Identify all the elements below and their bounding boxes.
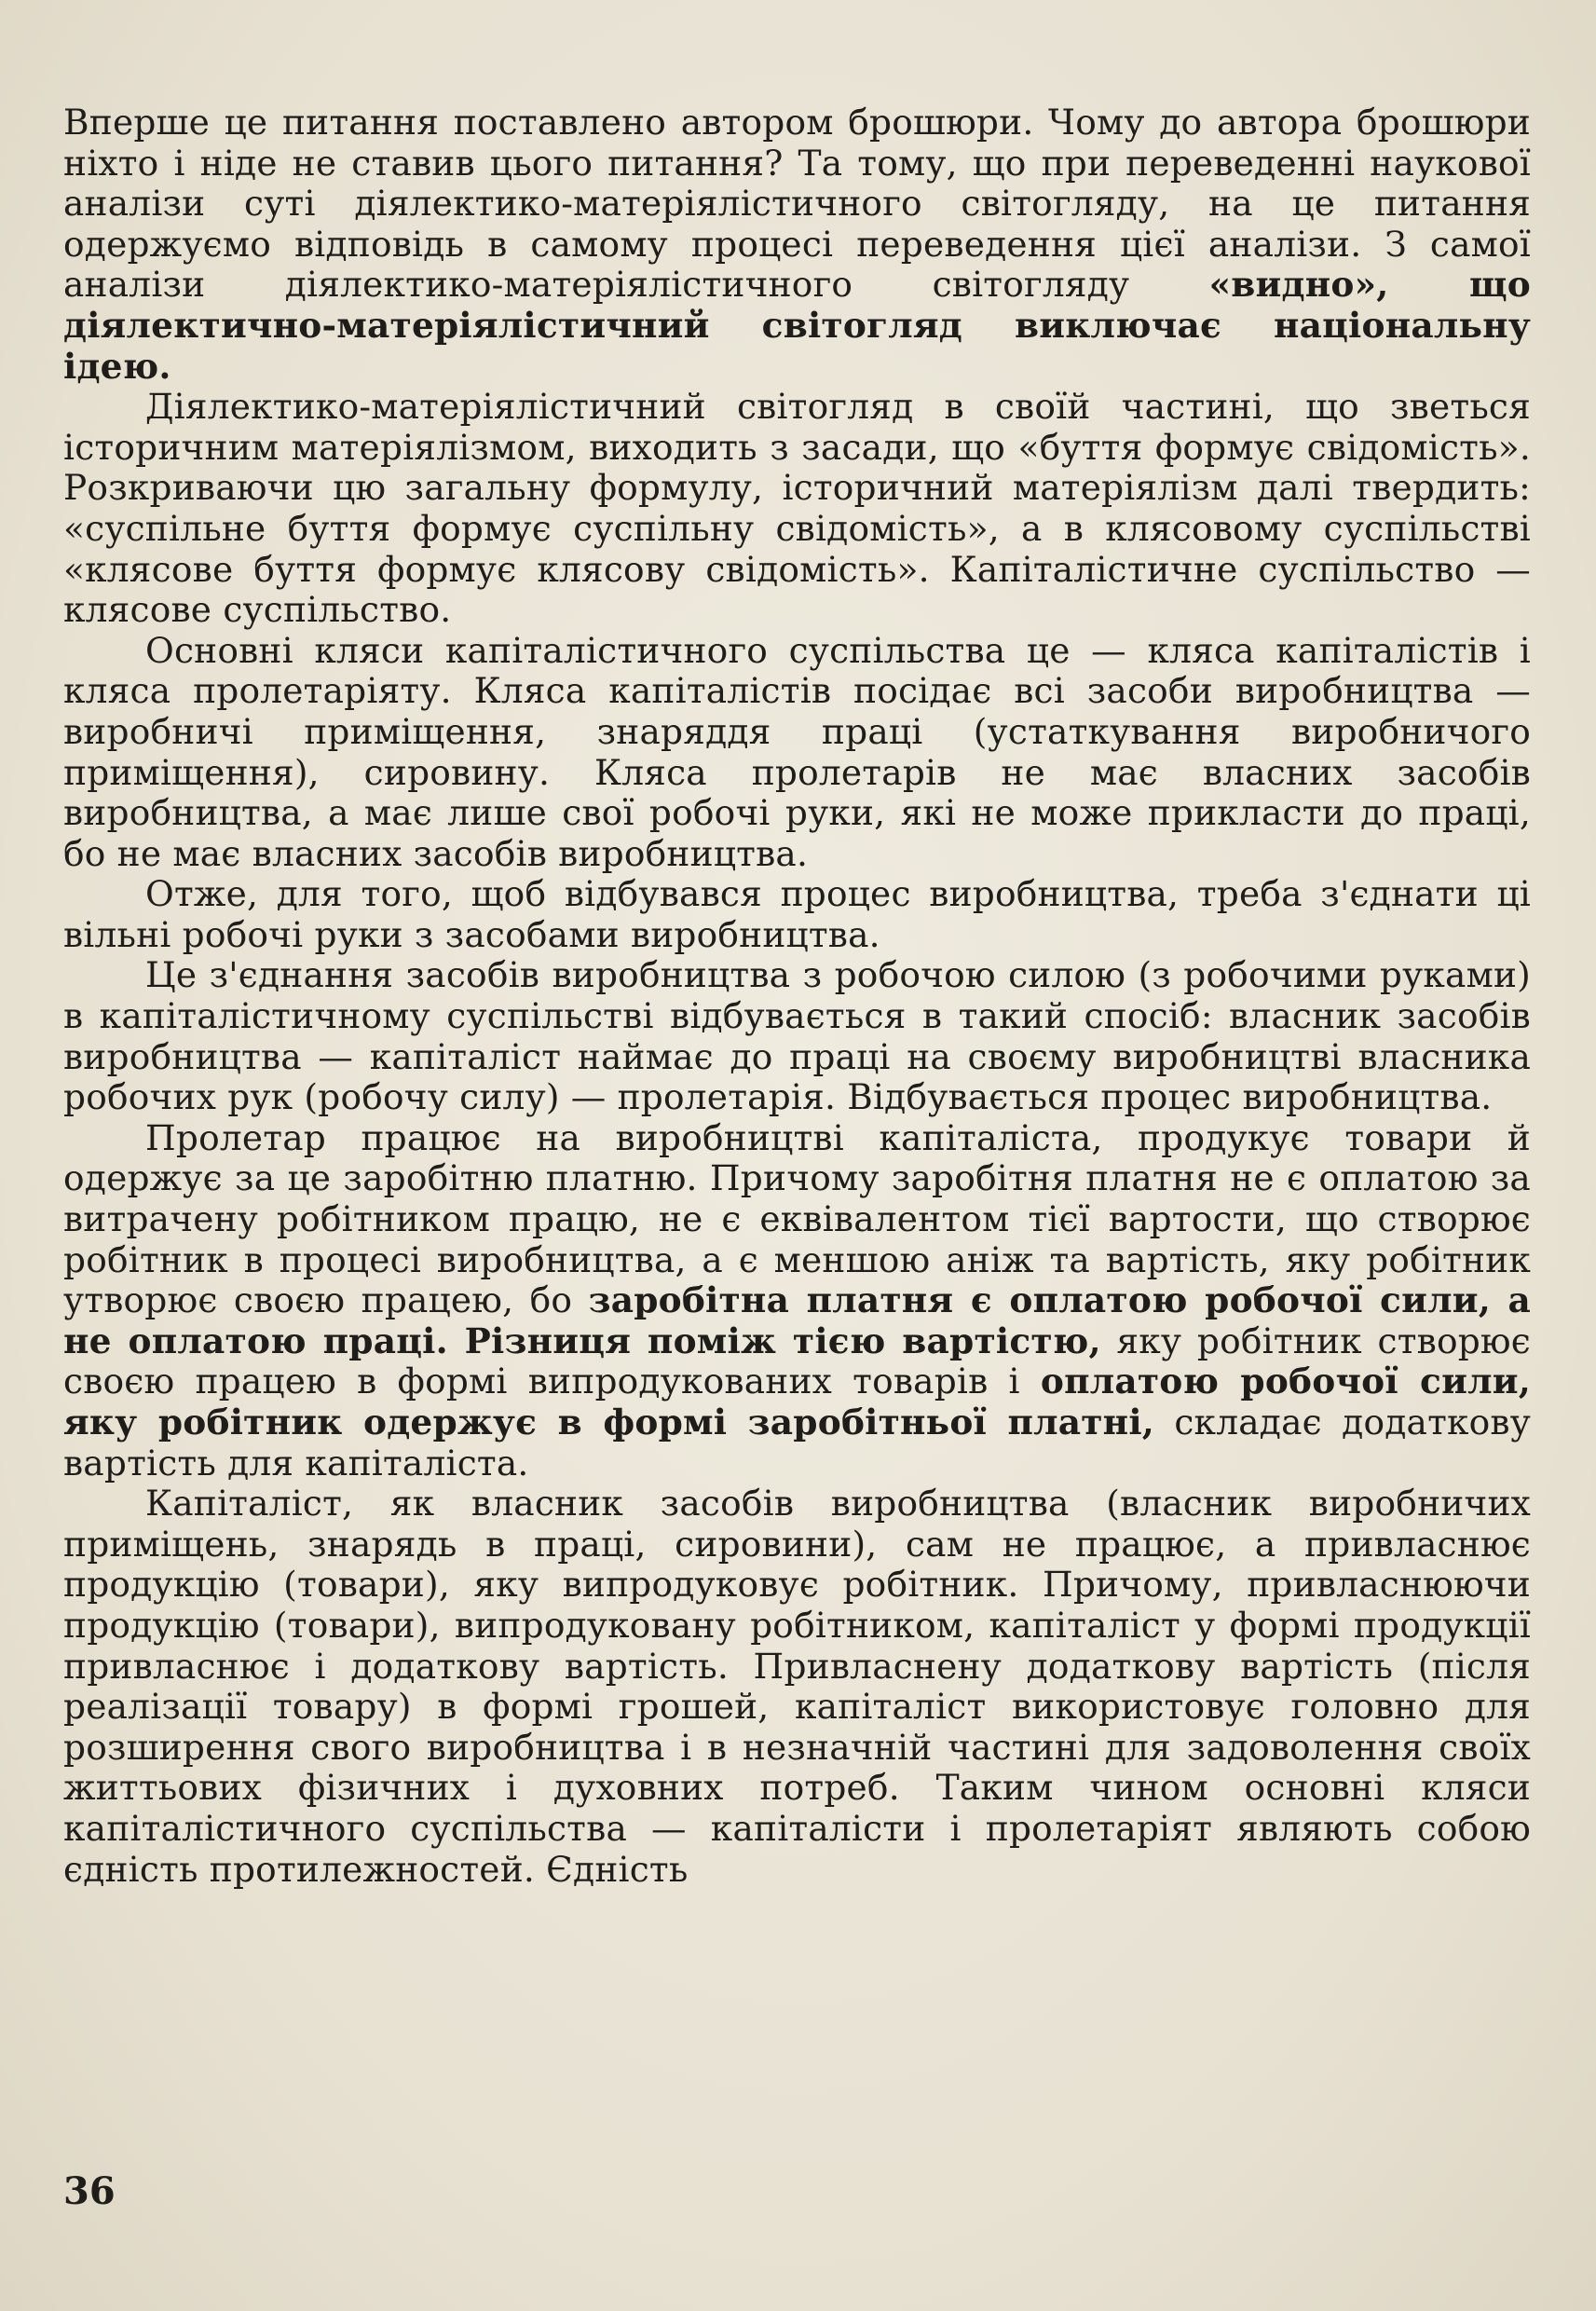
text-run: Отже, для того, щоб відбувався процес виробництва, треба з'єднати ці вільні робочі руки з засобами виробництва. [63,873,1531,955]
text-run: Це з'єднання засобів виробництва з робочою силою (з робочими руками) в капіталістичному суспільстві відбувається в такий спосіб: власник засобів виробництва — капіталіст наймає до праці на своєму виробництві власника робочих рук (робочу силу) — пролетарія. Відбувається процес виробництва. [63,954,1531,1118]
page-number: 36 [63,2169,116,2213]
paragraph [63,631,1531,875]
text-run: Основні кляси капіталістичного суспільства це — кляса капіталістів і кляса пролетаріяту. Кляса капіталістів посідає всі засоби виробництва — виробничі приміщення, знаряддя праці (устаткування виробничого приміщення), сировину. Кляса пролетарів не має власних засобів виробництва, а має лише свої робочі руки, які не може прикласти до праці, бо не має власних засобів виробництва. [63,629,1531,874]
text-run: Пролетар працює на виробництві капіталіста, продукує товари й одержує за це заробітню платню. Причому заробітня платня не є оплатою за витрачену робітником працю, не є еквівалентом тієї вартости, що створює робітник в процесі виробництва, а є меншою аніж та вартість, яку робітник утворює своєю працею, бо [63,1116,1531,1321]
text-run: складає додаткову вартість для капіталіста. [63,1402,1531,1484]
text-run: Капіталіст, як власник засобів виробництва (власник виробничих приміщень, знарядь в праці, сировини), сам не працює, а привласнює продукцію (товари), яку випродуковує робітник. Причому, привласнюючи продукцію (товари), випродуковану робітником, капіталіст у формі продукції привласнює і додаткову вартість. Привласнену додаткову вартість (після реалізації товару) в формі грошей, капіталіст використовує головно для розширення свого виробництва і в незначній частині для задоволення своїх життьових фізичних і духовних потреб. Таким чином основні кляси капіталістичного суспільства — капіталісти і пролетаріят являють собою єдність протилежностей. Єдність [63,1483,1531,1890]
paragraph [63,1118,1531,1484]
body-text [63,103,1531,1890]
paragraph [63,955,1531,1117]
text-run: Діялектико-матеріялістичний світогляд в своїй частині, що зветься історичним матеріялізмом, виходить з засади, що «буття формує свідомість». Розкриваючи цю загальну формулу, історичний матеріялізм далі твердить: «суспільне буття формує суспільну свідомість», а в клясовому суспільстві «клясове буття формує клясову свідомість». Капіталістичне суспільство — клясове суспільство. [63,386,1531,631]
paragraph [63,103,1531,387]
bold-text: заробітна платня є оплатою робочої сили, а не оплатою праці. Різниця поміж тією вартістю, [63,1279,1532,1361]
paragraph [63,387,1531,631]
bold-text: оплатою робочої сили, яку робітник одержує в формі заробітньої платні, [63,1361,1531,1443]
paragraph [63,874,1531,955]
paragraph [63,1484,1531,1890]
text-run: Вперше це питання поставлено автором брошюри. Чому до автора брошюри ніхто і ніде не ставив цього питання? Та тому, що при переведенні наукової аналізи суті діялектико-матеріялістичного світогляду, на це питання одержуємо відповідь в самому процесі переведення цієї аналізи. З самої аналізи діялектико-матеріялістичного світогляду [63,102,1531,306]
bold-text: «видно», що діялектично-матеріялістичний світогляд виключає національну ідею. [63,264,1531,387]
text-run: яку робітник створює своєю працею в формі випродукованих товарів і [63,1320,1531,1402]
